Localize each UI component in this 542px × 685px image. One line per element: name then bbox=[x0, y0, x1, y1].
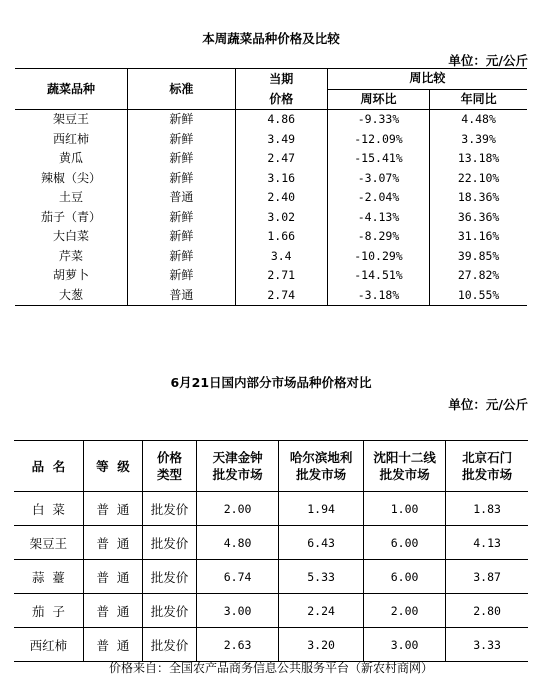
shenyang-price-cell: 1.00 bbox=[363, 492, 445, 526]
table-row bbox=[15, 110, 527, 130]
tianjin-price-cell: 4.80 bbox=[196, 526, 278, 560]
shenyang-price-cell: 3.00 bbox=[363, 628, 445, 662]
market-price-table bbox=[14, 440, 528, 662]
wow-cell: -2.04% bbox=[327, 188, 429, 208]
table-row bbox=[15, 188, 527, 208]
price-cell: 3.49 bbox=[235, 130, 327, 150]
table2-unit: 单位：元/公斤 bbox=[448, 397, 528, 412]
yoy-cell: 31.16% bbox=[457, 229, 500, 244]
price-cell: 1.66 bbox=[235, 227, 327, 247]
price-cell: 3.4 bbox=[235, 247, 327, 267]
haerbin-price-cell: 5.33 bbox=[279, 560, 364, 594]
wow-cell: -8.29% bbox=[327, 227, 429, 247]
column-header-line2: 批发市场 bbox=[462, 467, 513, 482]
standard-cell: 新鲜 bbox=[128, 266, 236, 286]
price-type-cell: 批发价 bbox=[142, 526, 196, 560]
grade-cell: 普 通 bbox=[83, 492, 142, 526]
wow-cell: -9.33% bbox=[327, 110, 429, 130]
column-header-line1: 沈阳十二线 bbox=[373, 450, 436, 465]
beijing-price-cell: 4.13 bbox=[446, 526, 528, 560]
product-cell: 茄 子 bbox=[14, 594, 83, 628]
beijing-price-cell: 2.80 bbox=[446, 594, 528, 628]
table-row bbox=[15, 266, 527, 286]
column-header-line2: 批发市场 bbox=[379, 467, 430, 482]
beijing-price-cell: 3.33 bbox=[446, 628, 528, 662]
table-row bbox=[14, 492, 528, 526]
product-cell: 西红柿 bbox=[14, 628, 83, 662]
table-row bbox=[15, 130, 527, 150]
beijing-price-cell: 3.87 bbox=[446, 560, 528, 594]
haerbin-price-cell: 6.43 bbox=[279, 526, 364, 560]
header-current-line2: 价格 bbox=[235, 89, 327, 110]
wow-cell: -3.18% bbox=[327, 286, 429, 306]
column-header-line1: 北京石门 bbox=[462, 450, 513, 465]
table-row bbox=[14, 628, 528, 662]
table-row bbox=[15, 247, 527, 267]
price-cell: 2.74 bbox=[235, 286, 327, 306]
yoy-cell: 39.85% bbox=[457, 248, 500, 263]
haerbin-price-cell: 3.20 bbox=[279, 628, 364, 662]
wow-cell: -14.51% bbox=[327, 266, 429, 286]
table-row bbox=[14, 560, 528, 594]
standard-cell: 新鲜 bbox=[128, 130, 236, 150]
grade-cell: 普 通 bbox=[83, 594, 142, 628]
price-cell: 2.47 bbox=[235, 149, 327, 169]
grade-cell: 普 通 bbox=[83, 526, 142, 560]
wow-cell: -3.07% bbox=[327, 169, 429, 189]
tianjin-price-cell: 6.74 bbox=[196, 560, 278, 594]
tianjin-price-cell: 3.00 bbox=[196, 594, 278, 628]
table-row bbox=[15, 227, 527, 247]
variety-cell: 黄瓜 bbox=[15, 149, 128, 169]
header-row bbox=[14, 441, 528, 492]
price-cell: 2.40 bbox=[235, 188, 327, 208]
standard-cell: 新鲜 bbox=[128, 208, 236, 228]
standard-cell: 新鲜 bbox=[128, 110, 236, 130]
standard-cell: 普通 bbox=[128, 286, 236, 306]
product-cell: 架豆王 bbox=[14, 526, 83, 560]
column-header-line1: 哈尔滨地利 bbox=[289, 450, 353, 465]
price-type-cell: 批发价 bbox=[142, 560, 196, 594]
weekly-price-rows bbox=[15, 110, 527, 306]
tianjin-price-cell: 2.63 bbox=[196, 628, 278, 662]
column-header-line2: 批发市场 bbox=[212, 467, 263, 482]
beijing-price-cell: 1.83 bbox=[446, 492, 528, 526]
table-row bbox=[15, 149, 527, 169]
shenyang-price-cell: 6.00 bbox=[363, 560, 445, 594]
yoy-cell: 22.10% bbox=[457, 170, 500, 185]
grade-cell: 普 通 bbox=[83, 628, 142, 662]
yoy-cell: 10.55% bbox=[430, 286, 527, 306]
variety-cell: 辣椒（尖） bbox=[15, 169, 128, 189]
price-cell: 3.02 bbox=[235, 208, 327, 228]
column-header-line1: 价格 bbox=[156, 450, 182, 465]
column-header bbox=[14, 441, 83, 492]
price-type-cell: 批发价 bbox=[142, 594, 196, 628]
column-header bbox=[279, 441, 364, 492]
variety-cell: 大白菜 bbox=[15, 227, 128, 247]
header-variety: 蔬菜品种 bbox=[15, 69, 128, 110]
price-type-cell: 批发价 bbox=[142, 628, 196, 662]
column-header bbox=[446, 441, 528, 492]
yoy-cell: 18.36% bbox=[457, 190, 500, 205]
table-row bbox=[15, 286, 527, 306]
column-header-line1: 品 名 bbox=[31, 458, 66, 474]
variety-cell: 大葱 bbox=[15, 286, 128, 306]
header-wow: 周环比 bbox=[327, 89, 429, 110]
header-compare: 周比较 bbox=[327, 69, 527, 90]
header-yoy: 年同比 bbox=[430, 89, 527, 110]
haerbin-price-cell: 1.94 bbox=[279, 492, 364, 526]
wow-cell: -15.41% bbox=[327, 149, 429, 169]
price-cell: 4.86 bbox=[235, 110, 327, 130]
yoy-cell: 4.48% bbox=[461, 112, 496, 127]
standard-cell: 新鲜 bbox=[128, 247, 236, 267]
yoy-cell: 36.36% bbox=[457, 209, 500, 224]
variety-cell: 茄子（青） bbox=[15, 208, 128, 228]
column-header-line1: 等 级 bbox=[96, 458, 130, 474]
data-source-note: 价格来自：全国农产品商务信息公共服务平台（新农村商网） bbox=[108, 661, 433, 675]
standard-cell: 普通 bbox=[128, 188, 236, 208]
column-header bbox=[363, 441, 445, 492]
weekly-price-table bbox=[15, 68, 527, 306]
variety-cell: 芹菜 bbox=[15, 247, 128, 267]
grade-cell: 普 通 bbox=[83, 560, 142, 594]
column-header bbox=[83, 441, 142, 492]
column-header-line2: 批发市场 bbox=[296, 467, 347, 482]
column-header bbox=[142, 441, 196, 492]
yoy-cell: 27.82% bbox=[457, 268, 500, 283]
variety-cell: 土豆 bbox=[15, 188, 128, 208]
shenyang-price-cell: 6.00 bbox=[363, 526, 445, 560]
product-cell: 白 菜 bbox=[14, 492, 83, 526]
column-header-line1: 天津金钟 bbox=[212, 450, 263, 465]
wow-cell: -4.13% bbox=[327, 208, 429, 228]
price-cell: 2.71 bbox=[235, 266, 327, 286]
variety-cell: 胡萝卜 bbox=[15, 266, 128, 286]
table2-title: 6月21日国内部分市场品种价格对比 bbox=[170, 375, 372, 390]
standard-cell: 新鲜 bbox=[128, 227, 236, 247]
table-row bbox=[14, 594, 528, 628]
table-row bbox=[15, 169, 527, 189]
table1-title: 本周蔬菜品种价格及比较 bbox=[202, 31, 340, 46]
header-standard: 标准 bbox=[128, 69, 236, 110]
standard-cell: 新鲜 bbox=[128, 169, 236, 189]
price-type-cell: 批发价 bbox=[142, 492, 196, 526]
variety-cell: 架豆王 bbox=[15, 110, 128, 130]
shenyang-price-cell: 2.00 bbox=[363, 594, 445, 628]
wow-cell: -12.09% bbox=[327, 130, 429, 150]
column-header-line2: 类型 bbox=[156, 467, 182, 482]
price-cell: 3.16 bbox=[235, 169, 327, 189]
table-row bbox=[15, 208, 527, 228]
column-header bbox=[196, 441, 278, 492]
standard-cell: 新鲜 bbox=[128, 149, 236, 169]
tianjin-price-cell: 2.00 bbox=[196, 492, 278, 526]
product-cell: 蒜 薹 bbox=[14, 560, 83, 594]
wow-cell: -10.29% bbox=[327, 247, 429, 267]
table-row bbox=[14, 526, 528, 560]
haerbin-price-cell: 2.24 bbox=[279, 594, 364, 628]
yoy-cell: 13.18% bbox=[457, 151, 500, 166]
variety-cell: 西红柿 bbox=[15, 130, 128, 150]
yoy-cell: 3.39% bbox=[461, 131, 496, 146]
table1-unit: 单位：元/公斤 bbox=[448, 53, 528, 68]
header-current-line1: 当期 bbox=[235, 69, 327, 90]
